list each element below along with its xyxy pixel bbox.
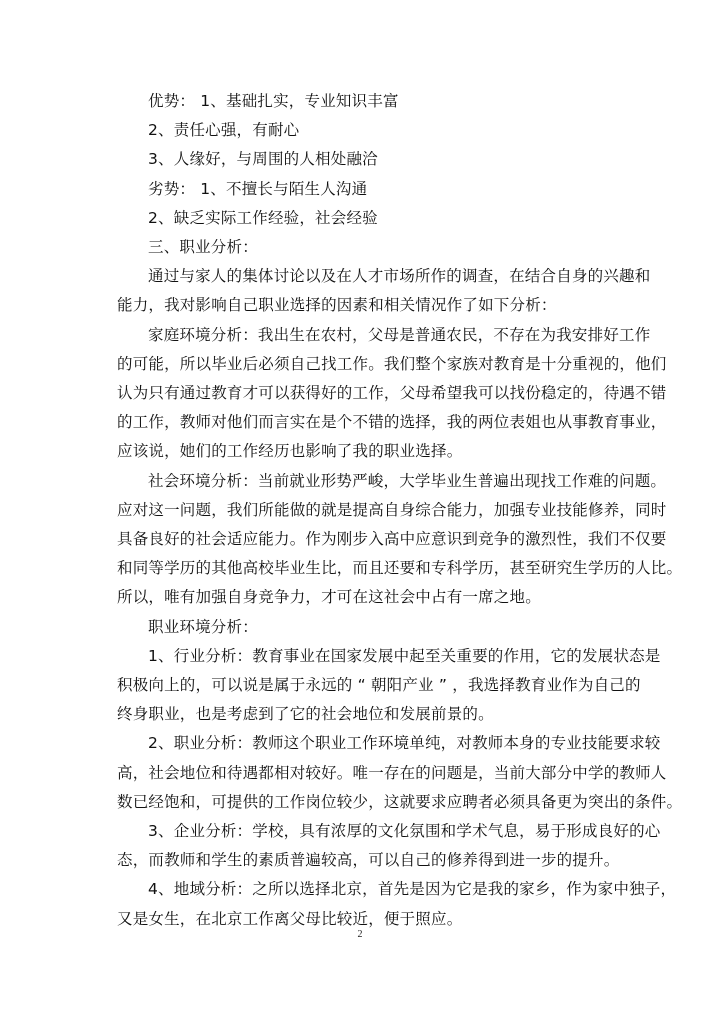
document-body bbox=[117, 87, 683, 934]
text-line: 劣势： 1、不擅长与陌生人沟通 bbox=[148, 179, 368, 198]
text-line: 4、地域分析：之所以选择北京，首先是因为它是我的家乡，作为家中独子， bbox=[148, 880, 677, 899]
text-line: 高，社会地位和待遇都相对较好。唯一存在的问题是，当前大部分中学的教师人 bbox=[117, 763, 667, 782]
text-line: 和同等学历的其他高校毕业生比，而且还要和专科学历，甚至研究生学历的人比。 bbox=[117, 559, 683, 578]
text-line: 优势： 1、基础扎实，专业知识丰富 bbox=[148, 92, 399, 110]
text-line: 积极向上的，可以说是属于永远的 “ 朝阳产业 ” ，我选择教育业作为自己的 bbox=[117, 676, 641, 695]
text-line: 能力，我对影响自己职业选择的因素和相关情况作了如下分析： bbox=[117, 296, 557, 315]
text-line: 3、人缘好，与周围的人相处融洽 bbox=[148, 150, 378, 169]
text-line: 通过与家人的集体讨论以及在人才市场所作的调查，在结合自身的兴趣和 bbox=[148, 267, 651, 286]
text-line: 的工作，教师对他们而言实在是个不错的选择，我的两位表姐也从事教育事业， bbox=[117, 413, 667, 432]
text-line: 终身职业，也是考虑到了它的社会地位和发展前景的。 bbox=[117, 705, 494, 724]
text-line: 态，而教师和学生的素质普遍较高，可以自己的修养得到进一步的提升。 bbox=[117, 851, 620, 870]
text-line: 1、行业分析：教育事业在国家发展中起至关重要的作用，它的发展状态是 bbox=[148, 646, 661, 665]
text-line: 所以，唯有加强自身竞争力，才可在这社会中占有一席之地。 bbox=[117, 588, 541, 607]
text-line: 职业环境分析： bbox=[148, 617, 258, 636]
text-line: 具备良好的社会适应能力。作为刚步入高中应意识到竞争的激烈性，我们不仅要 bbox=[117, 530, 667, 549]
text-line: 社会环境分析：当前就业形势严峻，大学毕业生普遍出现找工作难的问题。 bbox=[148, 471, 667, 490]
text-line: 应该说，她们的工作经历也影响了我的职业选择。 bbox=[117, 442, 463, 461]
text-line: 2、职业分析：教师这个职业工作环境单纯，对教师本身的专业技能要求较 bbox=[148, 734, 661, 753]
text-line: 三、职业分析： bbox=[148, 238, 258, 257]
text-line: 2、责任心强，有耐心 bbox=[148, 121, 300, 140]
page-number: 2 bbox=[357, 929, 363, 940]
text-line: 又是女生，在北京工作离父母比较近，便于照应。 bbox=[117, 909, 463, 928]
text-line: 3、企业分析：学校，具有浓厚的文化氛围和学术气息，易于形成良好的心 bbox=[148, 822, 661, 841]
text-line: 数已经饱和，可提供的工作岗位较少，这就要求应聘者必须具备更为突出的条件。 bbox=[117, 792, 683, 811]
text-line: 应对这一问题，我们所能做的就是提高自身综合能力，加强专业技能修养，同时 bbox=[117, 500, 667, 519]
text-line: 的可能，所以毕业后必须自己找工作。我们整个家族对教育是十分重视的，他们 bbox=[117, 354, 667, 373]
text-line: 认为只有通过教育才可以获得好的工作，父母希望我可以找份稳定的，待遇不错 bbox=[117, 384, 667, 403]
text-line: 家庭环境分析：我出生在农村，父母是普通农民，不存在为我安排好工作 bbox=[148, 325, 651, 344]
text-line: 2、缺乏实际工作经验，社会经验 bbox=[148, 208, 378, 227]
